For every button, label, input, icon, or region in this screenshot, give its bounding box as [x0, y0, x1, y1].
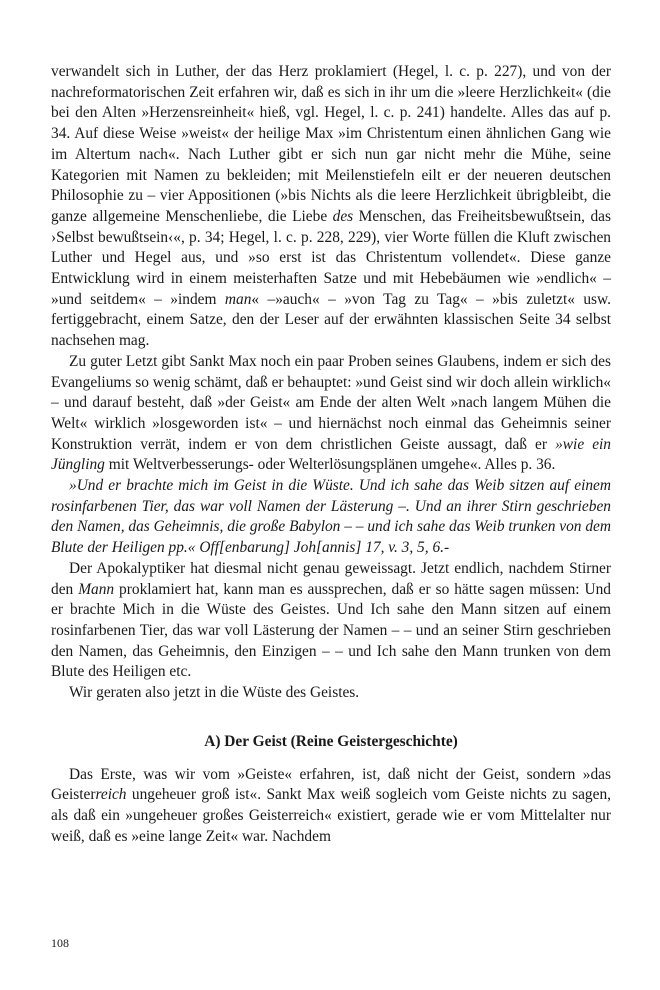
text-span: Der Apokalyptiker hat diesmal nicht genau geweissagt. Jetzt endlich, nachdem Stirner den — [51, 559, 611, 598]
paragraph — [51, 683, 611, 704]
section-heading: A) Der Geist (Reine Geistergeschichte) — [204, 732, 458, 750]
paragraph — [51, 62, 611, 352]
italic-span: des — [332, 207, 354, 225]
italic-span: »wie ein Jüngling — [51, 435, 612, 474]
paragraph — [51, 476, 611, 559]
paragraph — [51, 559, 611, 683]
paragraph — [51, 352, 611, 476]
text-span: Zu guter Letzt gibt Sankt Max noch ein paar Proben seines Glaubens, indem er sich des Evangeliums so wenig schämt, daß er behauptet: »und Geist sind wir doch allein wirklich« – und darauf besteht, daß »der Geist« am Ende der alten Welt »nach langem Mühen die Welt« wirklich »losgeworden ist« – und hiernächst noch einmal das Geheimnis seiner Konstruktion verrät, indem er von dem christlichen Geiste aussagt, daß er — [51, 352, 611, 453]
italic-span: Mann — [78, 580, 115, 598]
paragraph — [51, 765, 611, 848]
text-block-before-heading — [51, 62, 611, 704]
text-span: verwandelt sich in Luther, der das Herz proklamiert (Hegel, l. c. p. 227), und von der nachreformatorischen Zeit erfahren wir, daß es sich in ihr um die »leere Herzlichkeit« (die bei den Alten »Herzensreinheit« hieß, vgl. Hegel, l. c. p. 241) handelte. Alles das auf p. 34. Auf diese Weise »weist« der heilige Max »im Christentum einen ähnlichen Gang wie im Altertum nach«. Nach Luther gibt er sich nun gar nicht mehr die Mühe, seine Kategorien mit Namen zu bekleiden; mit Meilenstiefeln eilt er der neueren deutschen Philosophie zu – vier Appositionen (»bis Nichts als die leere Herzlichkeit übrigbleibt, die ganze allgemeine Menschenliebe, die Liebe — [51, 63, 611, 225]
italic-span: man — [224, 290, 252, 308]
text-span: proklamiert hat, kann man es aussprechen, daß er so hätte sagen müssen: Und er brachte Mich in die Wüste des Geistes. Und Ich sahe den Mann sitzen auf einem rosinfarbenen Tier, das war voll Lästerung der Namen – – und an seiner Stirn geschrieben den Namen, das Geheimnis, den Einzigen – – und Ich sahe den Mann trunken von dem Blute des Heiligen etc. — [51, 580, 612, 681]
text-span: ungeheuer groß ist«. Sankt Max weiß sogleich vom Geiste nichts zu sagen, als daß ein »ungeheuer großes Geisterreich« existiert, gerade wie er vom Mittelalter nur weiß, daß es »eine lange Zeit« war. Nachdem — [51, 786, 611, 845]
italic-span: reich — [95, 786, 127, 804]
text-block-after-heading — [51, 765, 611, 848]
text-span: »Und er brachte mich im Geist in die Wüste. Und ich sahe das Weib sitzen auf einem rosinfarbenen Tier, das war voll Namen der Lästerung –. Und an ihrer Stirn geschrieben den Namen, das Geheimnis, die große Babylon – – und ich sahe das Weib trunken von dem Blute der Heiligen pp.« Off[enbarung] Joh[annis] 17, v. 3, 5, 6.- — [51, 477, 611, 557]
text-span: mit Weltverbesserungs- oder Welterlösungsplänen umgehe«. Alles p. 36. — [104, 456, 556, 474]
text-span: « –»auch« – »von Tag zu Tag« – »bis zuletzt« usw. fertiggebracht, einem Satze, den der Leser auf der erwähnten klassischen Seite 34 selbst nachsehen mag. — [51, 290, 611, 350]
text-span: Menschen, das Freiheitsbewußtsein, das ›Selbst bewußtsein‹«, p. 34; Hegel, l. c. p. 228, 229), vier Worte füllen die Kluft zwischen Luther und Hegel aus, und »so erst ist das Christentum vollendet«. Diese ganze Entwicklung wird in einem meisterhaften Satze und mit Hebebäumen wie »endlich« – »und seitdem« – »indem — [51, 207, 611, 308]
page-body — [51, 62, 611, 847]
text-span: Wir geraten also jetzt in die Wüste des Geistes. — [69, 684, 360, 702]
text-span: Das Erste, was wir vom »Geiste« erfahren, ist, daß nicht der Geist, sondern »das Geister — [51, 765, 611, 804]
page-number: 108 — [51, 936, 69, 950]
